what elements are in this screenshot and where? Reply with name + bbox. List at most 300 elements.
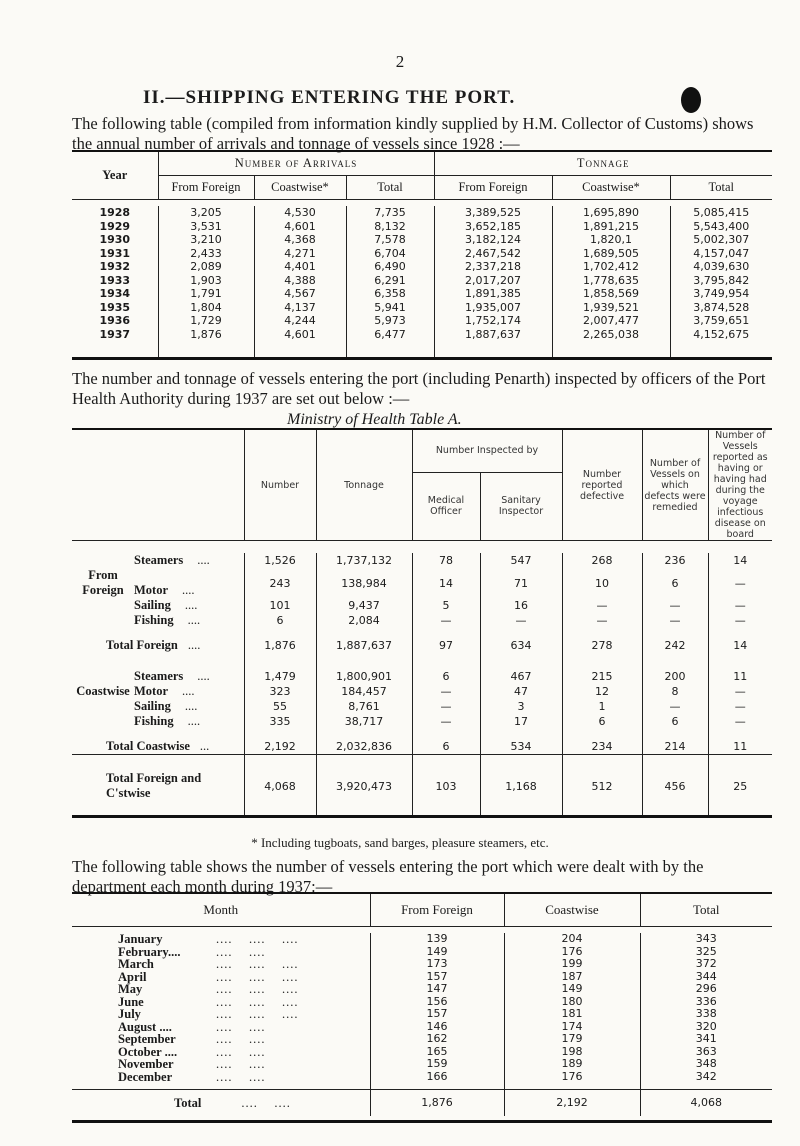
month-label: June xyxy=(118,994,144,1009)
total-value-cell: 1,887,637 xyxy=(316,638,412,653)
value-cell: 348 xyxy=(695,1057,717,1070)
value-cell: — xyxy=(412,613,480,628)
value-cell: 1,737,132 xyxy=(316,553,412,568)
value-cell: 166 xyxy=(370,1071,504,1084)
value-cell: 3,874,528 xyxy=(693,300,750,314)
value-cell: 176 xyxy=(504,1071,640,1084)
value-cell: 3,652,185 xyxy=(434,220,552,234)
value-cell: 149 xyxy=(504,983,640,996)
value-cell: 1,695,890 xyxy=(552,206,670,220)
arrivals-row xyxy=(72,328,772,342)
value-cell: 179 xyxy=(504,1033,640,1046)
value-cell: 147 xyxy=(370,983,504,996)
value-cell: 176 xyxy=(504,946,640,959)
arrivals-group-header: Number of Arrivals xyxy=(158,151,434,176)
value-cell: — xyxy=(642,699,708,714)
grand-total-row xyxy=(72,771,772,801)
value-cell: 1,903 xyxy=(158,274,254,288)
leader-dots: .... .... xyxy=(216,1044,266,1059)
value-cell: 6,477 xyxy=(346,328,434,342)
total-value-cell: 278 xyxy=(562,638,642,653)
total-value-cell: 456 xyxy=(642,771,708,801)
vessel-type-cell xyxy=(72,714,244,729)
leader-dots: .... .... xyxy=(216,1032,266,1046)
vessel-type-label: Motor xyxy=(134,583,169,597)
bullet-mark xyxy=(681,87,701,113)
vessel-type-cell xyxy=(72,598,244,613)
value-cell: 47 xyxy=(480,684,562,699)
value-cell: 7,735 xyxy=(346,206,434,220)
value-cell: 2,337,218 xyxy=(434,260,552,274)
arrivals-column-header: Coastwise* xyxy=(254,176,346,200)
value-cell: 2,433 xyxy=(158,247,254,261)
year-cell: 1933 xyxy=(72,274,158,288)
value-cell: 1,939,521 xyxy=(552,301,670,315)
value-cell: 71 xyxy=(480,568,562,598)
monthly-column-header: Month xyxy=(72,893,370,927)
value-cell: 338 xyxy=(695,1007,717,1020)
year-cell: 1937 xyxy=(72,328,158,342)
monthly-row xyxy=(72,983,772,996)
month-label: April xyxy=(118,969,147,984)
value-cell: — xyxy=(734,599,746,612)
inspection-row xyxy=(72,669,772,684)
value-cell: 1,702,412 xyxy=(552,260,670,274)
leader-dots: .... .... .... xyxy=(216,1007,299,1021)
monthly-total-row xyxy=(72,1090,772,1117)
leader-dots: .... xyxy=(184,699,198,713)
month-label: December xyxy=(118,1069,173,1084)
value-cell: 243 xyxy=(244,568,316,598)
value-cell: 7,578 xyxy=(346,233,434,247)
value-cell: — xyxy=(642,598,708,613)
value-cell: 101 xyxy=(244,598,316,613)
arrivals-row xyxy=(72,260,772,274)
value-cell: 14 xyxy=(412,568,480,598)
value-cell: 3,795,842 xyxy=(693,273,750,287)
total-value-cell: 634 xyxy=(480,638,562,653)
year-cell: 1928 xyxy=(72,206,158,220)
leader-dots: .... .... xyxy=(216,1019,266,1034)
total-value-cell: 25 xyxy=(733,779,748,793)
value-cell: 55 xyxy=(244,699,316,714)
inspection-row xyxy=(72,568,772,598)
value-cell: 325 xyxy=(695,944,717,958)
total-value-cell: 1,876 xyxy=(370,1090,504,1117)
month-label: September xyxy=(118,1032,176,1046)
value-cell: 1,891,385 xyxy=(434,287,552,301)
total-value-cell: 103 xyxy=(412,771,480,801)
value-cell: 8,132 xyxy=(346,220,434,234)
value-cell: 344 xyxy=(695,969,717,983)
value-cell: 4,137 xyxy=(254,301,346,315)
leader-dots: .... xyxy=(187,613,201,627)
value-cell: 3,759,651 xyxy=(693,314,750,327)
vessel-type-cell xyxy=(72,699,244,714)
arrivals-column-header: From Foreign xyxy=(158,176,254,200)
value-cell: 1,804 xyxy=(158,301,254,315)
monthly-column-header: Total xyxy=(692,902,720,917)
vessel-type-cell xyxy=(72,553,244,568)
value-cell: 4,601 xyxy=(254,220,346,234)
value-cell: 2,007,477 xyxy=(552,314,670,328)
total-value-cell: 2,192 xyxy=(504,1090,640,1117)
value-cell: 6 xyxy=(642,714,708,729)
leader-dots: .... xyxy=(197,553,210,567)
value-cell: 5 xyxy=(412,598,480,613)
leader-dots: .... xyxy=(182,684,195,698)
vessel-type-cell xyxy=(72,684,244,699)
arrivals-row xyxy=(72,301,772,315)
vessel-type-label: Steamers xyxy=(134,669,184,683)
group-label: From Foreign xyxy=(82,568,124,597)
vessel-type-label: Sailing xyxy=(134,598,171,612)
value-cell: 4,244 xyxy=(254,314,346,328)
month-label: November xyxy=(118,1057,174,1071)
leader-dots: .... .... .... xyxy=(216,994,299,1009)
value-cell: 189 xyxy=(504,1058,640,1071)
total-value-cell: 2,192 xyxy=(244,739,316,755)
arrivals-row xyxy=(72,233,772,247)
page-heading: II.—SHIPPING ENTERING THE PORT. xyxy=(143,87,516,108)
value-cell: 6,704 xyxy=(346,247,434,261)
inspection-row xyxy=(72,553,772,568)
value-cell: 78 xyxy=(412,553,480,568)
value-cell: 204 xyxy=(504,933,640,946)
arrivals-column-header: From Foreign xyxy=(434,176,552,200)
value-cell: 1,689,505 xyxy=(552,247,670,261)
total-value-cell: 6 xyxy=(412,739,480,755)
sanitary-inspector-header: Sanitary Inspector xyxy=(480,472,562,540)
total-value-cell: 3,920,473 xyxy=(316,771,412,801)
value-cell: 3,182,124 xyxy=(434,233,552,247)
vessel-type-label: Motor xyxy=(134,684,169,698)
leader-dots: .... xyxy=(182,583,195,597)
value-cell: 1,778,635 xyxy=(552,274,670,288)
value-cell: 1,887,637 xyxy=(434,328,552,342)
value-cell: 6 xyxy=(412,669,480,684)
value-cell: — xyxy=(562,613,642,628)
value-cell: — xyxy=(412,684,480,699)
value-cell: 1,791 xyxy=(158,287,254,301)
value-cell: 296 xyxy=(695,982,717,995)
value-cell: 4,388 xyxy=(254,274,346,288)
value-cell: 157 xyxy=(370,971,504,984)
monthly-row xyxy=(72,1021,772,1034)
monthly-row xyxy=(72,1046,772,1059)
value-cell: 343 xyxy=(695,932,717,945)
intro-paragraph: The following table (compiled from information kindly supplied by H.M. Collector of Customs) shows the annual number of arrivals and tonnage of vessels since 1928 :— xyxy=(72,114,754,153)
value-cell: 200 xyxy=(642,669,708,684)
value-cell: 1,820,1 xyxy=(552,233,670,247)
inspected-by-header: Number Inspected by xyxy=(412,429,562,472)
value-cell: 156 xyxy=(370,996,504,1009)
leader-dots: .... .... .... xyxy=(216,932,299,946)
value-cell: — xyxy=(480,613,562,628)
value-cell: 1,858,569 xyxy=(552,287,670,301)
monthly-table xyxy=(72,892,772,1123)
value-cell: 4,157,047 xyxy=(693,246,750,260)
vessel-type-label: Fishing xyxy=(134,714,174,728)
total-label: Total xyxy=(174,1095,202,1110)
leader-dots: .... .... .... xyxy=(216,957,299,971)
value-cell: 181 xyxy=(504,1008,640,1021)
inspection-row xyxy=(72,714,772,729)
year-cell: 1932 xyxy=(72,260,158,274)
total-value-cell: 2,032,836 xyxy=(316,739,412,755)
monthly-row xyxy=(72,1033,772,1046)
leader-dots: .... xyxy=(184,598,198,612)
value-cell: 363 xyxy=(695,1044,717,1058)
value-cell: 5,973 xyxy=(346,314,434,328)
value-cell: 3 xyxy=(480,699,562,714)
month-label: October .... xyxy=(118,1044,178,1059)
value-cell: 199 xyxy=(504,958,640,971)
leader-dots: .... .... xyxy=(216,1069,266,1084)
monthly-row xyxy=(72,971,772,984)
total-value-cell: 214 xyxy=(642,739,708,755)
total-value-cell: 11 xyxy=(733,740,748,753)
value-cell: 149 xyxy=(370,946,504,959)
value-cell: 6,490 xyxy=(346,260,434,274)
value-cell: 187 xyxy=(504,971,640,984)
vessel-type-cell xyxy=(72,669,244,684)
value-cell: 3,205 xyxy=(158,206,254,220)
value-cell: 8 xyxy=(642,684,708,699)
total-value-cell: 534 xyxy=(480,739,562,755)
medical-officer-header: Medical Officer xyxy=(412,472,480,540)
year-cell: 1931 xyxy=(72,247,158,261)
table-caption: Ministry of Health Table A. xyxy=(287,411,462,428)
value-cell: 146 xyxy=(370,1021,504,1034)
leader-dots: .... .... .... xyxy=(216,969,299,984)
vessel-type-cell xyxy=(72,568,244,598)
footnote: * Including tugboats, sand barges, pleasure steamers, etc. xyxy=(251,835,549,850)
vessel-type-label: Sailing xyxy=(134,699,171,713)
total-value-cell: 1,876 xyxy=(244,638,316,653)
value-cell: 174 xyxy=(504,1021,640,1034)
monthly-paragraph: The following table shows the number of vessels entering the port which were dealt with by the department each month during 1937:— xyxy=(72,857,704,896)
monthly-column-header: From Foreign xyxy=(370,893,504,927)
total-coastwise-row xyxy=(72,739,772,755)
value-cell: 4,401 xyxy=(254,260,346,274)
value-cell: 16 xyxy=(480,598,562,613)
month-label: February.... xyxy=(118,944,181,959)
value-cell: 341 xyxy=(695,1032,717,1045)
inspection-table xyxy=(72,428,772,818)
month-label: August .... xyxy=(118,1019,172,1034)
value-cell: 3,531 xyxy=(158,220,254,234)
value-cell: 12 xyxy=(562,684,642,699)
value-cell: 323 xyxy=(244,684,316,699)
value-cell: 162 xyxy=(370,1033,504,1046)
monthly-row xyxy=(72,933,772,946)
value-cell: 2,265,038 xyxy=(552,328,670,342)
value-cell: — xyxy=(412,714,480,729)
arrivals-row xyxy=(72,206,772,220)
arrivals-row xyxy=(72,220,772,234)
value-cell: 4,271 xyxy=(254,247,346,261)
value-cell: — xyxy=(734,685,746,698)
value-cell: 159 xyxy=(370,1058,504,1071)
value-cell: — xyxy=(412,699,480,714)
year-cell: 1935 xyxy=(72,301,158,315)
total-value-cell: 1,168 xyxy=(480,771,562,801)
month-label: January xyxy=(118,932,163,946)
value-cell: 6 xyxy=(562,714,642,729)
value-cell: 4,368 xyxy=(254,233,346,247)
total-foreign-row xyxy=(72,638,772,653)
total-label: Total Coastwise xyxy=(106,739,190,753)
value-cell: 5,543,400 xyxy=(693,219,750,233)
value-cell: 1,479 xyxy=(244,669,316,684)
vessel-type-cell xyxy=(72,613,244,628)
value-cell: 157 xyxy=(370,1008,504,1021)
value-cell: 4,601 xyxy=(254,328,346,342)
value-cell: 336 xyxy=(695,994,717,1008)
value-cell: 372 xyxy=(695,957,717,970)
value-cell: 165 xyxy=(370,1046,504,1059)
value-cell: 467 xyxy=(480,669,562,684)
inspection-row xyxy=(72,598,772,613)
leader-dots: .... .... .... xyxy=(216,982,299,996)
value-cell: 335 xyxy=(244,714,316,729)
value-cell: 5,085,415 xyxy=(693,206,750,219)
value-cell: 5,941 xyxy=(346,301,434,315)
leader-dots: .... .... xyxy=(216,944,266,959)
monthly-row xyxy=(72,946,772,959)
value-cell: — xyxy=(562,598,642,613)
monthly-row xyxy=(72,1008,772,1021)
defective-header: Number reported defective xyxy=(562,429,642,541)
value-cell: 236 xyxy=(642,553,708,568)
value-cell: 8,761 xyxy=(316,699,412,714)
value-cell: 2,017,207 xyxy=(434,274,552,288)
inspection-row xyxy=(72,613,772,628)
value-cell: 6,291 xyxy=(346,274,434,288)
year-cell: 1934 xyxy=(72,287,158,301)
total-value-cell: 234 xyxy=(562,739,642,755)
leader-dots: .... .... xyxy=(241,1095,291,1110)
remedied-header: Number of Vessels on which defects were remedied xyxy=(642,429,708,541)
total-value-cell: 14 xyxy=(733,639,748,652)
year-cell: 1929 xyxy=(72,220,158,234)
value-cell: 17 xyxy=(480,714,562,729)
value-cell: 184,457 xyxy=(316,684,412,699)
value-cell: 1,876 xyxy=(158,328,254,342)
monthly-row xyxy=(72,1058,772,1071)
value-cell: 6,358 xyxy=(346,287,434,301)
value-cell: 3,210 xyxy=(158,233,254,247)
arrivals-tonnage-table xyxy=(72,150,772,360)
total-label: Total Foreign and C'stwise xyxy=(106,771,202,800)
monthly-row xyxy=(72,996,772,1009)
arrivals-row xyxy=(72,274,772,288)
value-cell: 4,152,675 xyxy=(693,327,750,341)
number-header: Number xyxy=(244,429,316,541)
inspection-row xyxy=(72,684,772,699)
value-cell: 1,800,901 xyxy=(316,669,412,684)
value-cell: 9,437 xyxy=(316,598,412,613)
value-cell: — xyxy=(734,715,746,728)
value-cell: 10 xyxy=(562,568,642,598)
value-cell: 173 xyxy=(370,958,504,971)
tonnage-group-header: Tonnage xyxy=(434,151,772,176)
leader-dots: .... xyxy=(197,669,210,683)
value-cell: — xyxy=(734,614,746,627)
arrivals-row xyxy=(72,247,772,261)
inspection-paragraph: The number and tonnage of vessels entering the port (including Penarth) inspected by officers of the Port Health Authority during 1937 are set out below :— xyxy=(72,369,766,408)
value-cell: 4,039,630 xyxy=(693,260,750,273)
value-cell: 6 xyxy=(642,568,708,598)
value-cell: 547 xyxy=(480,553,562,568)
total-label: Total Foreign xyxy=(106,638,178,652)
monthly-row xyxy=(72,958,772,971)
arrivals-column-header: Total xyxy=(346,176,434,200)
value-cell: 2,467,542 xyxy=(434,247,552,261)
value-cell: 1,891,215 xyxy=(552,220,670,234)
year-cell: 1930 xyxy=(72,233,158,247)
monthly-row xyxy=(72,1071,772,1084)
value-cell: 4,567 xyxy=(254,287,346,301)
total-value-cell: 512 xyxy=(562,771,642,801)
month-label: July xyxy=(118,1007,141,1021)
value-cell: 4,530 xyxy=(254,206,346,220)
value-cell: 180 xyxy=(504,996,640,1009)
value-cell: 3,389,525 xyxy=(434,206,552,220)
value-cell: 139 xyxy=(370,933,504,946)
leader-dots: ... xyxy=(199,739,210,753)
value-cell: 2,084 xyxy=(316,613,412,628)
value-cell: 5,002,307 xyxy=(693,233,750,246)
value-cell: 198 xyxy=(504,1046,640,1059)
value-cell: 11 xyxy=(733,670,748,683)
value-cell: — xyxy=(642,613,708,628)
leader-dots: .... xyxy=(187,638,201,652)
value-cell: 268 xyxy=(562,553,642,568)
leader-dots: .... .... xyxy=(216,1057,266,1071)
total-value-cell: 4,068 xyxy=(244,771,316,801)
year-header: Year xyxy=(72,151,158,200)
month-label: March xyxy=(118,957,154,971)
arrivals-row xyxy=(72,287,772,301)
value-cell: 3,749,954 xyxy=(693,287,750,300)
value-cell: 1,526 xyxy=(244,553,316,568)
value-cell: 14 xyxy=(733,554,748,567)
value-cell: 215 xyxy=(562,669,642,684)
value-cell: — xyxy=(734,576,746,590)
value-cell: 1,935,007 xyxy=(434,301,552,315)
total-value-cell: 4,068 xyxy=(690,1095,722,1109)
arrivals-column-header: Total xyxy=(670,176,772,200)
value-cell: 1,729 xyxy=(158,314,254,328)
value-cell: 6 xyxy=(244,613,316,628)
infectious-header: Number of Vessels reported as having or having had during the voyage infectious disease on board xyxy=(712,430,768,540)
value-cell: 342 xyxy=(695,1069,717,1083)
page-number: 2 xyxy=(395,52,405,71)
total-value-cell: 97 xyxy=(412,638,480,653)
month-label: May xyxy=(118,982,143,996)
arrivals-row xyxy=(72,314,772,328)
value-cell: 1 xyxy=(562,699,642,714)
leader-dots: .... xyxy=(187,714,201,728)
arrivals-column-header: Coastwise* xyxy=(552,176,670,200)
value-cell: 138,984 xyxy=(316,568,412,598)
tonnage-header: Tonnage xyxy=(316,429,412,541)
value-cell: 320 xyxy=(695,1019,717,1033)
inspection-row xyxy=(72,699,772,714)
group-label: Coastwise xyxy=(76,684,130,698)
